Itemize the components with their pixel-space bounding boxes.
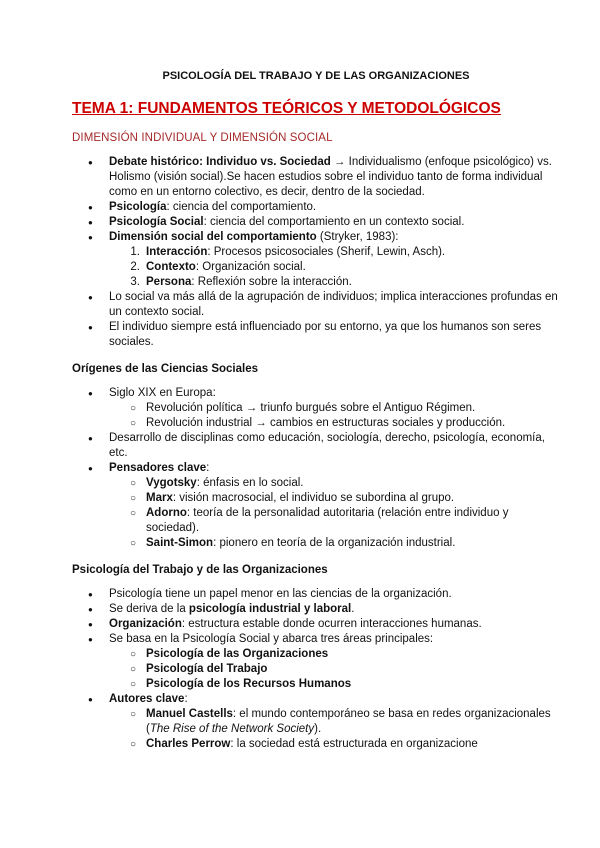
section3-list — [72, 587, 560, 752]
item-text: Se deriva de la — [109, 603, 189, 615]
numbered-item — [128, 275, 560, 290]
list-item — [72, 461, 560, 551]
sub-item: ○ Revolución industrial → cambios en estructuras sociales y producción. — [128, 416, 560, 431]
item-text: Lo social va más allá de la agrupación de individuos; implica interacciones profundas en un contexto social. — [109, 291, 558, 318]
sub-item — [128, 707, 560, 737]
bold-term: Pensadores clave — [109, 462, 207, 474]
item-text: : estructura estable donde ocurren interacciones humanas. — [181, 618, 482, 630]
list-item — [72, 320, 560, 350]
item-number: 1. — [130, 246, 140, 258]
item-text: : — [206, 462, 210, 474]
bold-term: Persona — [146, 276, 192, 288]
list-item — [72, 386, 560, 431]
item-number: 2. — [130, 261, 140, 273]
item-text: : — [184, 693, 188, 705]
numbered-item — [128, 260, 560, 275]
list-item — [72, 587, 560, 602]
item-text: Siglo XIX en Europa: — [109, 387, 216, 399]
authors-list — [109, 707, 560, 752]
item-text: : el mundo contemporáneo se basa en redes organizacionales ( — [146, 708, 551, 735]
list-item — [72, 692, 560, 752]
bold-term: Manuel Castells — [146, 708, 233, 720]
bold-term: Psicología de los Recursos Humanos — [146, 678, 352, 690]
item-text: : teoría de la personalidad autoritaria (relación entre individuo y sociedad). — [146, 507, 509, 534]
item-text: : pionero en teoría de la organización industrial. — [213, 537, 456, 549]
bold-term: Saint-Simon — [146, 537, 214, 549]
item-text: : énfasis en lo social. — [196, 477, 304, 489]
item-text: Psicología tiene un papel menor en las ciencias de la organización. — [109, 588, 452, 600]
bold-term: Charles Perrow — [146, 738, 231, 750]
sub-item — [128, 476, 560, 491]
sub-item: ○ Revolución política → triunfo burgués sobre el Antiguo Régimen. — [128, 401, 560, 416]
bold-term: Debate histórico: Individuo vs. Sociedad — [109, 156, 331, 168]
bold-term: Psicología Social — [109, 216, 204, 228]
bold-term: Interacción — [146, 246, 208, 258]
item-text: El individuo siempre está influenciado por su entorno, ya que los humanos son seres sociales. — [109, 321, 542, 348]
bold-term: Vygotsky — [146, 477, 197, 489]
item-text: . — [351, 603, 355, 615]
list-item — [72, 602, 560, 617]
bold-term: Contexto — [146, 261, 196, 273]
sub-item — [128, 677, 560, 692]
bold-term: Psicología de las Organizaciones — [146, 648, 329, 660]
list-item — [72, 431, 560, 461]
item-text: : la sociedad está estructurada en organizacione — [230, 738, 478, 750]
bold-term: Adorno — [146, 507, 187, 519]
bold-term: Psicología — [109, 201, 167, 213]
sub-item — [128, 491, 560, 506]
areas-list — [109, 647, 560, 692]
section2-list — [72, 386, 560, 551]
list-item — [72, 632, 560, 692]
thinkers-list — [109, 476, 560, 551]
sub-heading: DIMENSIÓN INDIVIDUAL Y DIMENSIÓN SOCIAL — [72, 132, 333, 144]
document-title: PSICOLOGÍA DEL TRABAJO Y DE LAS ORGANIZACIONES — [162, 70, 470, 82]
item-text: : Organización social. — [195, 261, 306, 273]
bold-term: Autores clave — [109, 693, 185, 705]
item-text: Se basa en la Psicología Social y abarca tres áreas principales: — [109, 633, 434, 645]
item-text: Desarrollo de disciplinas como educación, sociología, derecho, psicología, economía, etc. — [109, 432, 545, 459]
main-heading: TEMA 1: FUNDAMENTOS TEÓRICOS Y METODOLÓGICOS — [72, 100, 501, 117]
item-text: : Reflexión sobre la interacción. — [191, 276, 352, 288]
item-text: (Stryker, 1983): — [316, 231, 399, 243]
section-heading-origins: Orígenes de las Ciencias Sociales — [72, 363, 259, 375]
list-item — [72, 215, 560, 230]
section1-list — [72, 155, 560, 350]
bold-term: Marx — [146, 492, 173, 504]
list-item — [72, 290, 560, 320]
item-number: 3. — [130, 276, 140, 288]
book-title: The Rise of the Network Society — [149, 723, 315, 735]
sub-item — [128, 506, 560, 536]
list-item — [72, 155, 560, 200]
item-text: : visión macrosocial, el individuo se subordina al grupo. — [172, 492, 455, 504]
section-heading-work-psychology: Psicología del Trabajo y de las Organizaciones — [72, 564, 328, 576]
bold-term: psicología industrial y laboral — [188, 603, 352, 615]
list-item — [72, 230, 560, 290]
list-item — [72, 617, 560, 632]
sub-list — [109, 401, 560, 431]
bold-term: Psicología del Trabajo — [146, 663, 268, 675]
bold-term: Dimensión social del comportamiento — [109, 231, 317, 243]
numbered-list — [109, 245, 560, 290]
sub-item — [128, 536, 560, 551]
item-text: : Procesos psicosociales (Sherif, Lewin, Asch). — [207, 246, 446, 258]
item-text: → Individualismo (enfoque psicológico) vs. Holismo (visión social).Se hacen estudios sobre el individuo tanto de forma individual como en un entorno colectivo, es decir, dentro de la sociedad. — [109, 156, 552, 198]
item-text: ). — [314, 723, 322, 735]
sub-item — [128, 647, 560, 662]
item-text: : ciencia del comportamiento. — [166, 201, 317, 213]
list-item — [72, 200, 560, 215]
sub-item — [128, 662, 560, 677]
bold-term: Organización — [109, 618, 182, 630]
sub-item — [128, 737, 560, 752]
item-text: : ciencia del comportamiento en un contexto social. — [203, 216, 465, 228]
numbered-item — [128, 245, 560, 260]
